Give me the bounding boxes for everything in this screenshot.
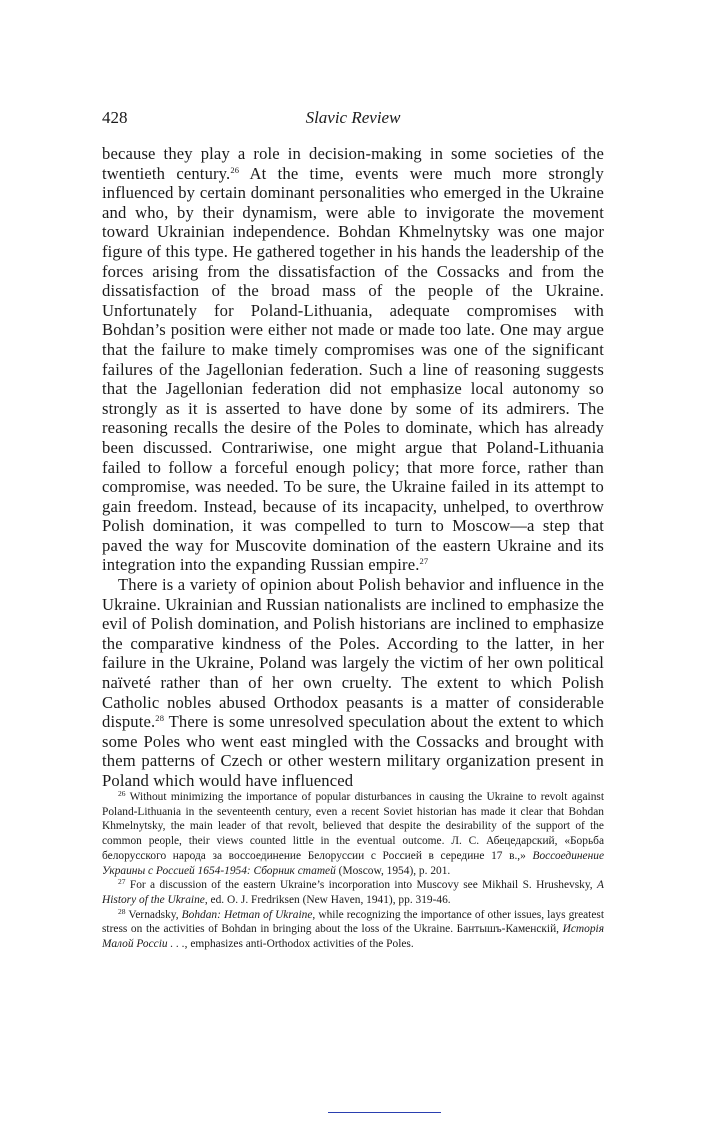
- footnote-ref: 28: [155, 713, 165, 724]
- footnote-text: For a discussion of the eastern Ukraine’s incorporation into Muscovy see Mikhail S. Hrushevsky,: [125, 879, 598, 892]
- footnote-text: Vernadsky,: [125, 908, 182, 921]
- footnote-text: , ed. O. J. Fredriksen (New Haven, 1941), pp. 319-46.: [204, 893, 451, 906]
- footnote-citation: A History of the Ukraine: [102, 879, 604, 906]
- paragraph-1: [102, 144, 604, 575]
- paragraph-2: [102, 575, 604, 791]
- footnote-26: [102, 790, 604, 878]
- page-header: [102, 108, 604, 132]
- paragraph-text: There is some unresolved speculation about the extent to which some Poles who went east mingled with the Cossacks and brought with them patterns of Czech or other western military organization present in Poland which would have influenced: [102, 712, 604, 790]
- body-text: [102, 144, 604, 791]
- footnote-text: (Moscow, 1954), p. 201.: [335, 864, 451, 877]
- footnote-text: , emphasizes anti-Orthodox activities of the Poles.: [184, 938, 414, 951]
- footnote-number: 28: [118, 906, 126, 916]
- footnote-ref: 26: [230, 164, 240, 175]
- footnotes: [102, 790, 604, 952]
- footnote-ref: 27: [419, 556, 429, 567]
- running-title: Slavic Review: [305, 108, 401, 127]
- bottom-rule: [328, 1112, 441, 1113]
- footnote-28: [102, 908, 604, 952]
- footnote-number: 26: [118, 789, 126, 798]
- footnote-citation: Исторiя Малой Россiи . . .: [102, 923, 604, 951]
- footnote-text: Without minimizing the importance of popular disturbances in causing the Ukraine to revolt against Poland-Lithuania in the seventeenth century, even a recent Soviet historian has made it clear that Bohdan Khmelnytsky, the main leader of that revolt, believed that despite the desirability of the support of the common people, their views counted little in the eventual outcome. Л. С. Абецедарский, «Борьба белорусского народа за воссоединение Белоруссии с Россией в середине 17 в.,»: [102, 791, 604, 862]
- paragraph-text: At the time, events were much more strongly influenced by certain dominant personalities who emerged in the Ukraine and who, by their dynamism, were able to invigorate the movement toward Ukrainian independence. Bohdan Khmelnytsky was one major figure of this type. He gathered together in his hands the leadership of the forces arising from the dissatisfaction of the Cossacks and from the dissatisfaction of the broad mass of the people of the Ukraine. Unfortunately for Poland-Lithuania, adequate compromises with Bohdan’s position were either not made or made too late. One may argue that the failure to make timely compromises was one of the significant failures of the Jagellonian federation. Such a line of reasoning suggests that the Jagellonian federation did not emphasize local autonomy so strongly as it is asserted to have done by some of its admirers. The reasoning recalls the desire of the Poles to dominate, which has already been discussed. Contrariwise, one might argue that Poland-Lithuania failed to follow a forceful enough policy; that more force, rather than compromise, was needed. To be sure, the Ukraine failed in its attempt to gain freedom. Instead, because of its incapacity, unhelped, to overthrow Polish domination, it was compelled to turn to Moscow—a step that paved the way for Muscovite domination of the eastern Ukraine and its integration into the expanding Russian empire.: [102, 163, 604, 575]
- paragraph-text: There is a variety of opinion about Polish behavior and influence in the Ukraine. Ukrainian and Russian nationalists are inclined to emphasize the evil of Polish domination, and Polish historians are inclined to emphasize the comparative kindness of the Poles. According to the latter, in her failure in the Ukraine, Poland was largely the victim of her own political naïveté rather than of her own cruelty. The extent to which Polish Catholic nobles abused Orthodox peasants is a matter of considerable dispute.: [102, 575, 604, 732]
- footnote-number: 27: [118, 877, 126, 887]
- page-number: 428: [102, 108, 128, 127]
- footnote-citation: Воссоединение Украины с Россией 1654-1954: Сборник статей: [102, 849, 604, 877]
- footnote-text: , while recognizing the importance of other issues, lays greatest stress on the activities of Bohdan in bringing about the loss of the Ukraine. Бантышъ-Каменскiй,: [102, 908, 605, 936]
- footnote-citation: Bohdan: Hetman of Ukraine: [181, 908, 313, 921]
- paragraph-text: because they play a role in decision-making in some societies of the twentieth century.: [102, 144, 604, 183]
- footnote-27: [102, 878, 604, 907]
